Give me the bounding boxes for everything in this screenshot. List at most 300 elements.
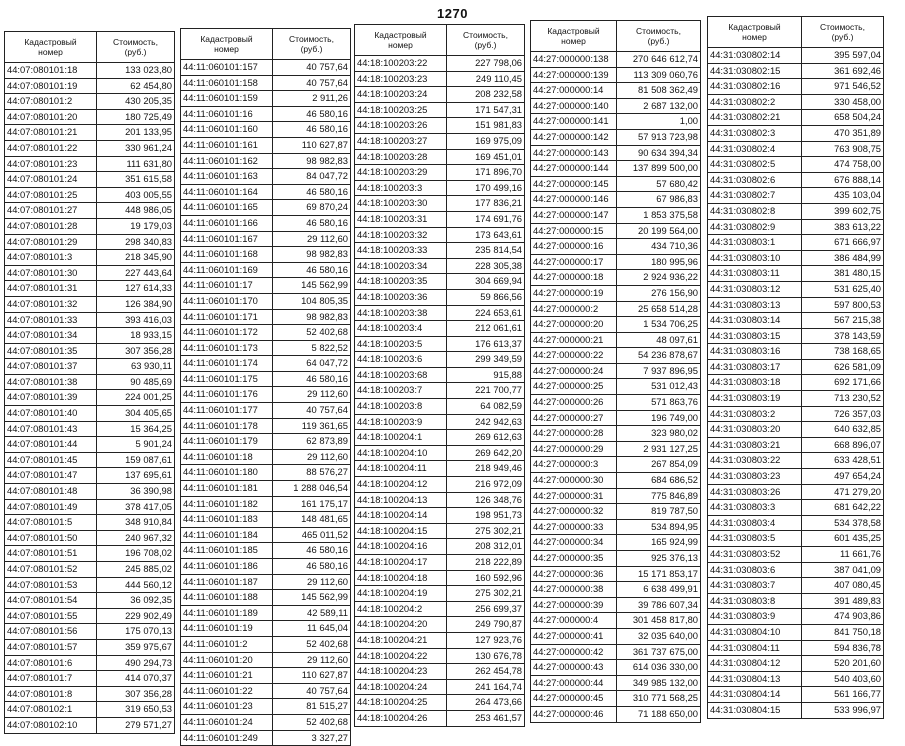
cost-cell: 81 515,27 bbox=[273, 699, 351, 715]
table-row bbox=[531, 675, 701, 691]
cadastral-number-cell: 44:18:100204:22 bbox=[355, 648, 447, 664]
cadastral-number-cell: 44:07:080101:3 bbox=[5, 250, 97, 266]
cadastral-number-cell: 44:07:080101:25 bbox=[5, 187, 97, 203]
table-row bbox=[708, 515, 884, 531]
cost-cell: 633 428,51 bbox=[802, 453, 884, 469]
table-row bbox=[708, 48, 884, 64]
table-row bbox=[708, 500, 884, 516]
table-row bbox=[181, 60, 351, 76]
cost-cell: 2 687 132,00 bbox=[617, 98, 701, 114]
cost-cell: 474 903,86 bbox=[802, 609, 884, 625]
cost-cell: 126 348,76 bbox=[447, 492, 525, 508]
cadastral-number-cell: 44:11:060101:183 bbox=[181, 512, 273, 528]
table-row bbox=[5, 515, 175, 531]
cadastral-number-cell: 44:18:100203:7 bbox=[355, 383, 447, 399]
cost-cell: 819 787,50 bbox=[617, 504, 701, 520]
cost-cell: 90 634 394,34 bbox=[617, 145, 701, 161]
table-row bbox=[181, 75, 351, 91]
table-row bbox=[531, 426, 701, 442]
cadastral-number-cell: 44:31:030803:19 bbox=[708, 391, 802, 407]
table-row bbox=[181, 215, 351, 231]
cadastral-number-cell: 44:07:080101:7 bbox=[5, 671, 97, 687]
cadastral-number-cell: 44:31:030803:7 bbox=[708, 578, 802, 594]
cost-cell: 62 873,89 bbox=[273, 434, 351, 450]
cost-cell: 915,88 bbox=[447, 367, 525, 383]
cadastral-number-cell: 44:27:000000:25 bbox=[531, 379, 617, 395]
cost-cell: 561 166,77 bbox=[802, 687, 884, 703]
table-row bbox=[355, 508, 525, 524]
cadastral-number-cell: 44:27:000000:144 bbox=[531, 161, 617, 177]
cost-cell: 67 986,83 bbox=[617, 192, 701, 208]
cadastral-number-cell: 44:31:030802:2 bbox=[708, 94, 802, 110]
cost-cell: 110 627,87 bbox=[273, 137, 351, 153]
cost-header: Стоимость, (руб.) bbox=[97, 32, 175, 63]
table-row bbox=[355, 555, 525, 571]
cadastral-number-cell: 44:07:080101:55 bbox=[5, 608, 97, 624]
cadastral-number-cell: 44:18:100203:31 bbox=[355, 211, 447, 227]
table-row bbox=[181, 293, 351, 309]
table-row bbox=[531, 582, 701, 598]
table-row bbox=[181, 481, 351, 497]
table-row bbox=[531, 410, 701, 426]
table-row bbox=[181, 262, 351, 278]
cadastral-number-cell: 44:18:100204:16 bbox=[355, 539, 447, 555]
table-row bbox=[5, 78, 175, 94]
cadastral-number-cell: 44:27:000000:41 bbox=[531, 628, 617, 644]
cadastral-number-header: Кадастровый номер bbox=[5, 32, 97, 63]
cadastral-number-cell: 44:31:030803:26 bbox=[708, 484, 802, 500]
table-row bbox=[181, 200, 351, 216]
cadastral-number-cell: 44:31:030802:8 bbox=[708, 203, 802, 219]
cost-cell: 601 435,25 bbox=[802, 531, 884, 547]
table-row bbox=[5, 452, 175, 468]
table-row bbox=[355, 336, 525, 352]
cadastral-number-cell: 44:27:000000:17 bbox=[531, 254, 617, 270]
cost-cell: 25 658 514,28 bbox=[617, 301, 701, 317]
cost-cell: 174 691,76 bbox=[447, 211, 525, 227]
cost-cell: 104 805,35 bbox=[273, 293, 351, 309]
table-row bbox=[531, 129, 701, 145]
cadastral-number-cell: 44:18:100203:8 bbox=[355, 399, 447, 415]
table-row bbox=[531, 207, 701, 223]
table-row bbox=[181, 683, 351, 699]
cadastral-number-cell: 44:11:060101:159 bbox=[181, 91, 273, 107]
cadastral-number-cell: 44:27:000000:140 bbox=[531, 98, 617, 114]
cadastral-number-cell: 44:11:060101:176 bbox=[181, 387, 273, 403]
cost-cell: 330 961,24 bbox=[97, 140, 175, 156]
cadastral-number-header: Кадастровый номер bbox=[531, 21, 617, 52]
cadastral-number-cell: 44:18:100204:23 bbox=[355, 664, 447, 680]
table-row bbox=[355, 632, 525, 648]
cost-cell: 29 112,60 bbox=[273, 231, 351, 247]
table-row bbox=[531, 348, 701, 364]
cost-cell: 5 901,24 bbox=[97, 437, 175, 453]
cost-cell: 713 230,52 bbox=[802, 391, 884, 407]
table-row bbox=[5, 94, 175, 110]
cadastral-number-cell: 44:11:060101:167 bbox=[181, 231, 273, 247]
cost-cell: 48 097,61 bbox=[617, 332, 701, 348]
table-row bbox=[5, 203, 175, 219]
cost-cell: 148 481,65 bbox=[273, 512, 351, 528]
cadastral-number-cell: 44:11:060101:178 bbox=[181, 418, 273, 434]
table-row bbox=[181, 496, 351, 512]
cadastral-number-cell: 44:07:080101:51 bbox=[5, 546, 97, 562]
table-row bbox=[708, 531, 884, 547]
table-row bbox=[355, 87, 525, 103]
table-row bbox=[708, 297, 884, 313]
cost-cell: 253 461,57 bbox=[447, 710, 525, 726]
cadastral-number-cell: 44:18:100204:12 bbox=[355, 477, 447, 493]
cadastral-number-cell: 44:31:030802:7 bbox=[708, 188, 802, 204]
cost-cell: 269 612,63 bbox=[447, 430, 525, 446]
cadastral-number-cell: 44:18:100203:29 bbox=[355, 165, 447, 181]
cost-cell: 228 305,38 bbox=[447, 258, 525, 274]
cadastral-number-cell: 44:07:080101:49 bbox=[5, 499, 97, 515]
cost-cell: 276 156,90 bbox=[617, 285, 701, 301]
cost-cell: 11 645,04 bbox=[273, 621, 351, 637]
table-row bbox=[181, 714, 351, 730]
cost-cell: 534 378,58 bbox=[802, 515, 884, 531]
table-row bbox=[531, 597, 701, 613]
cadastral-number-cell: 44:27:000000:31 bbox=[531, 488, 617, 504]
table-row bbox=[5, 218, 175, 234]
cost-cell: 298 340,83 bbox=[97, 234, 175, 250]
cost-cell: 434 710,36 bbox=[617, 239, 701, 255]
cost-cell: 11 661,76 bbox=[802, 547, 884, 563]
cadastral-number-cell: 44:31:030802:16 bbox=[708, 79, 802, 95]
cadastral-number-cell: 44:27:000000:4 bbox=[531, 613, 617, 629]
table-row bbox=[5, 172, 175, 188]
cadastral-number-cell: 44:27:000000:33 bbox=[531, 519, 617, 535]
cadastral-number-cell: 44:31:030802:15 bbox=[708, 63, 802, 79]
table-row bbox=[531, 239, 701, 255]
cadastral-number-cell: 44:31:030803:17 bbox=[708, 359, 802, 375]
cost-cell: 640 632,85 bbox=[802, 422, 884, 438]
cadastral-number-cell: 44:11:060101:22 bbox=[181, 683, 273, 699]
table-row bbox=[355, 477, 525, 493]
cadastral-number-cell: 44:11:060101:175 bbox=[181, 371, 273, 387]
cadastral-number-cell: 44:27:000000:32 bbox=[531, 504, 617, 520]
cost-cell: 349 985 132,00 bbox=[617, 675, 701, 691]
table-row bbox=[355, 570, 525, 586]
cadastral-number-header: Кадастровый номер bbox=[708, 17, 802, 48]
table-row bbox=[181, 169, 351, 185]
cost-cell: 681 642,22 bbox=[802, 500, 884, 516]
table-row bbox=[5, 374, 175, 390]
cadastral-number-cell: 44:18:100204:1 bbox=[355, 430, 447, 446]
cadastral-number-cell: 44:31:030802:6 bbox=[708, 172, 802, 188]
cadastral-number-cell: 44:11:060101:161 bbox=[181, 137, 273, 153]
table-row bbox=[355, 165, 525, 181]
table-row bbox=[5, 343, 175, 359]
cadastral-number-cell: 44:07:080101:34 bbox=[5, 328, 97, 344]
cost-cell: 240 967,32 bbox=[97, 530, 175, 546]
cost-cell: 64 082,59 bbox=[447, 399, 525, 415]
cost-cell: 126 384,90 bbox=[97, 296, 175, 312]
cadastral-number-cell: 44:31:030804:10 bbox=[708, 624, 802, 640]
cost-cell: 361 692,46 bbox=[802, 63, 884, 79]
cost-cell: 39 786 607,34 bbox=[617, 597, 701, 613]
cadastral-number-cell: 44:31:030803:15 bbox=[708, 328, 802, 344]
cost-cell: 46 580,16 bbox=[273, 122, 351, 138]
table-row bbox=[708, 453, 884, 469]
table-row bbox=[531, 441, 701, 457]
table-row bbox=[181, 512, 351, 528]
cost-cell: 160 592,96 bbox=[447, 570, 525, 586]
cadastral-number-cell: 44:31:030802:14 bbox=[708, 48, 802, 64]
cost-cell: 310 771 568,25 bbox=[617, 691, 701, 707]
table-header-row bbox=[531, 21, 701, 52]
cost-cell: 571 863,76 bbox=[617, 395, 701, 411]
table-row bbox=[181, 543, 351, 559]
cadastral-number-cell: 44:27:000000:29 bbox=[531, 441, 617, 457]
table-row bbox=[531, 332, 701, 348]
cost-cell: 40 757,64 bbox=[273, 75, 351, 91]
cost-cell: 84 047,72 bbox=[273, 169, 351, 185]
table-row bbox=[5, 390, 175, 406]
cadastral-number-cell: 44:18:100203:34 bbox=[355, 258, 447, 274]
table-row bbox=[708, 640, 884, 656]
cost-cell: 319 650,53 bbox=[97, 702, 175, 718]
cost-cell: 227 798,06 bbox=[447, 56, 525, 72]
cadastral-number-cell: 44:11:060101:182 bbox=[181, 496, 273, 512]
cadastral-number-cell: 44:31:030803:2 bbox=[708, 406, 802, 422]
table-row bbox=[708, 313, 884, 329]
cadastral-number-cell: 44:18:100203:33 bbox=[355, 243, 447, 259]
cadastral-number-cell: 44:11:060101:165 bbox=[181, 200, 273, 216]
cost-cell: 399 602,75 bbox=[802, 203, 884, 219]
cadastral-number-header: Кадастровый номер bbox=[355, 25, 447, 56]
cadastral-number-cell: 44:27:000000:3 bbox=[531, 457, 617, 473]
cost-cell: 229 902,49 bbox=[97, 608, 175, 624]
table-row bbox=[355, 211, 525, 227]
cadastral-number-cell: 44:07:080101:18 bbox=[5, 63, 97, 79]
cost-cell: 1,00 bbox=[617, 114, 701, 130]
cadastral-number-cell: 44:27:000000:143 bbox=[531, 145, 617, 161]
cost-cell: 594 836,78 bbox=[802, 640, 884, 656]
cadastral-number-cell: 44:07:080101:29 bbox=[5, 234, 97, 250]
cadastral-number-cell: 44:31:030804:14 bbox=[708, 687, 802, 703]
table-row bbox=[5, 655, 175, 671]
table-row bbox=[531, 98, 701, 114]
table-row bbox=[531, 566, 701, 582]
table-row bbox=[708, 656, 884, 672]
cost-cell: 180 995,96 bbox=[617, 254, 701, 270]
table-row bbox=[181, 340, 351, 356]
table-row bbox=[531, 254, 701, 270]
table-row bbox=[531, 301, 701, 317]
cadastral-number-cell: 44:27:000000:14 bbox=[531, 83, 617, 99]
cadastral-number-cell: 44:18:100203:5 bbox=[355, 336, 447, 352]
cost-cell: 36 092,35 bbox=[97, 593, 175, 609]
table-row bbox=[708, 375, 884, 391]
cadastral-number-cell: 44:18:100204:11 bbox=[355, 461, 447, 477]
table-row bbox=[355, 352, 525, 368]
cost-cell: 470 351,89 bbox=[802, 125, 884, 141]
table-row bbox=[355, 414, 525, 430]
cost-cell: 540 403,60 bbox=[802, 671, 884, 687]
cadastral-number-cell: 44:07:080101:20 bbox=[5, 109, 97, 125]
table-row bbox=[5, 250, 175, 266]
cadastral-number-cell: 44:31:030803:9 bbox=[708, 609, 802, 625]
cadastral-number-cell: 44:31:030803:4 bbox=[708, 515, 802, 531]
cadastral-number-cell: 44:31:030802:21 bbox=[708, 110, 802, 126]
cost-cell: 46 580,16 bbox=[273, 371, 351, 387]
cost-cell: 5 822,52 bbox=[273, 340, 351, 356]
cost-cell: 465 011,52 bbox=[273, 527, 351, 543]
cadastral-number-cell: 44:11:060101:2 bbox=[181, 636, 273, 652]
cadastral-number-cell: 44:18:100204:19 bbox=[355, 586, 447, 602]
cost-cell: 386 484,99 bbox=[802, 250, 884, 266]
cadastral-number-cell: 44:07:080101:30 bbox=[5, 265, 97, 281]
table-row bbox=[708, 671, 884, 687]
cost-cell: 925 376,13 bbox=[617, 551, 701, 567]
cadastral-number-cell: 44:11:060101:160 bbox=[181, 122, 273, 138]
cadastral-number-cell: 44:11:060101:24 bbox=[181, 714, 273, 730]
cadastral-number-cell: 44:07:080101:37 bbox=[5, 359, 97, 375]
cost-cell: 407 080,45 bbox=[802, 578, 884, 594]
cost-cell: 224 001,25 bbox=[97, 390, 175, 406]
cadastral-number-cell: 44:27:000000:35 bbox=[531, 551, 617, 567]
table-row bbox=[531, 519, 701, 535]
cadastral-number-cell: 44:11:060101:249 bbox=[181, 730, 273, 746]
cost-cell: 127 614,33 bbox=[97, 281, 175, 297]
cadastral-number-cell: 44:07:080101:53 bbox=[5, 577, 97, 593]
cost-cell: 88 576,27 bbox=[273, 465, 351, 481]
table-row bbox=[355, 664, 525, 680]
page-number: 1270 bbox=[437, 6, 468, 21]
table-row bbox=[181, 325, 351, 341]
cadastral-number-cell: 44:11:060101:181 bbox=[181, 481, 273, 497]
cost-cell: 671 666,97 bbox=[802, 235, 884, 251]
cadastral-number-cell: 44:27:000000:39 bbox=[531, 597, 617, 613]
cadastral-number-cell: 44:11:060101:172 bbox=[181, 325, 273, 341]
table-row bbox=[5, 686, 175, 702]
cadastral-number-cell: 44:27:000000:16 bbox=[531, 239, 617, 255]
cadastral-number-cell: 44:18:100204:14 bbox=[355, 508, 447, 524]
cost-cell: 29 112,60 bbox=[273, 652, 351, 668]
cost-cell: 177 836,21 bbox=[447, 196, 525, 212]
table-row bbox=[531, 270, 701, 286]
cadastral-number-cell: 44:11:060101:21 bbox=[181, 668, 273, 684]
cost-cell: 378 417,05 bbox=[97, 499, 175, 515]
table-row bbox=[181, 730, 351, 746]
cadastral-number-cell: 44:31:030803:23 bbox=[708, 469, 802, 485]
cost-cell: 775 846,89 bbox=[617, 488, 701, 504]
cost-cell: 241 164,74 bbox=[447, 679, 525, 695]
valuation-table-5 bbox=[707, 16, 884, 719]
cadastral-number-cell: 44:07:080101:31 bbox=[5, 281, 97, 297]
table-row bbox=[531, 176, 701, 192]
table-row bbox=[531, 551, 701, 567]
cadastral-number-cell: 44:11:060101:180 bbox=[181, 465, 273, 481]
table-row bbox=[708, 344, 884, 360]
cost-cell: 29 112,60 bbox=[273, 387, 351, 403]
cadastral-number-cell: 44:11:060101:17 bbox=[181, 278, 273, 294]
table-row bbox=[355, 383, 525, 399]
cadastral-number-cell: 44:27:000000:19 bbox=[531, 285, 617, 301]
table-row bbox=[181, 449, 351, 465]
cost-cell: 221 700,77 bbox=[447, 383, 525, 399]
cost-cell: 57 680,42 bbox=[617, 176, 701, 192]
cost-cell: 490 294,73 bbox=[97, 655, 175, 671]
cost-cell: 173 643,61 bbox=[447, 227, 525, 243]
cadastral-number-cell: 44:31:030802:9 bbox=[708, 219, 802, 235]
cost-cell: 301 458 817,80 bbox=[617, 613, 701, 629]
cadastral-number-cell: 44:07:080101:40 bbox=[5, 406, 97, 422]
cadastral-number-cell: 44:11:060101:16 bbox=[181, 106, 273, 122]
table-row bbox=[531, 52, 701, 68]
cadastral-number-cell: 44:07:080101:56 bbox=[5, 624, 97, 640]
table-row bbox=[708, 219, 884, 235]
table-row bbox=[181, 590, 351, 606]
cadastral-number-cell: 44:18:100204:26 bbox=[355, 710, 447, 726]
cadastral-number-cell: 44:11:060101:184 bbox=[181, 527, 273, 543]
table-row bbox=[181, 465, 351, 481]
table-row bbox=[5, 125, 175, 141]
table-row bbox=[708, 110, 884, 126]
cost-cell: 391 489,83 bbox=[802, 593, 884, 609]
cadastral-number-cell: 44:31:030804:15 bbox=[708, 702, 802, 718]
cost-cell: 176 613,37 bbox=[447, 336, 525, 352]
cost-cell: 430 205,35 bbox=[97, 94, 175, 110]
table-row bbox=[355, 149, 525, 165]
cadastral-number-cell: 44:27:000000:26 bbox=[531, 395, 617, 411]
table-row bbox=[355, 274, 525, 290]
table-row bbox=[5, 63, 175, 79]
cadastral-number-cell: 44:18:100203:24 bbox=[355, 87, 447, 103]
table-header-row bbox=[355, 25, 525, 56]
table-row bbox=[5, 437, 175, 453]
cost-cell: 171 547,31 bbox=[447, 102, 525, 118]
cost-cell: 567 215,38 bbox=[802, 313, 884, 329]
cadastral-number-cell: 44:11:060101:157 bbox=[181, 60, 273, 76]
table-row bbox=[708, 562, 884, 578]
table-row bbox=[708, 484, 884, 500]
cost-cell: 1 288 046,54 bbox=[273, 481, 351, 497]
table-row bbox=[5, 109, 175, 125]
table-row bbox=[5, 359, 175, 375]
cadastral-number-cell: 44:18:100204:24 bbox=[355, 679, 447, 695]
cost-cell: 262 454,78 bbox=[447, 664, 525, 680]
table-row bbox=[531, 192, 701, 208]
cost-cell: 111 631,80 bbox=[97, 156, 175, 172]
table-row bbox=[355, 710, 525, 726]
cadastral-number-cell: 44:18:100204:17 bbox=[355, 555, 447, 571]
cadastral-number-cell: 44:11:060101:166 bbox=[181, 215, 273, 231]
table-row bbox=[5, 234, 175, 250]
table-row bbox=[708, 578, 884, 594]
table-row bbox=[181, 153, 351, 169]
cadastral-number-cell: 44:27:000000:22 bbox=[531, 348, 617, 364]
cadastral-number-cell: 44:07:080101:32 bbox=[5, 296, 97, 312]
cost-cell: 161 175,17 bbox=[273, 496, 351, 512]
cadastral-number-cell: 44:31:030802:5 bbox=[708, 157, 802, 173]
cadastral-number-cell: 44:07:080101:54 bbox=[5, 593, 97, 609]
table-row bbox=[355, 243, 525, 259]
cost-cell: 471 279,20 bbox=[802, 484, 884, 500]
table-row bbox=[355, 695, 525, 711]
cost-cell: 676 888,14 bbox=[802, 172, 884, 188]
cost-cell: 64 047,72 bbox=[273, 356, 351, 372]
table-row bbox=[5, 593, 175, 609]
cadastral-number-cell: 44:31:030803:21 bbox=[708, 437, 802, 453]
table-row bbox=[355, 648, 525, 664]
cadastral-number-cell: 44:18:100203:38 bbox=[355, 305, 447, 321]
table-row bbox=[181, 247, 351, 263]
cost-cell: 330 458,00 bbox=[802, 94, 884, 110]
table-row bbox=[181, 527, 351, 543]
